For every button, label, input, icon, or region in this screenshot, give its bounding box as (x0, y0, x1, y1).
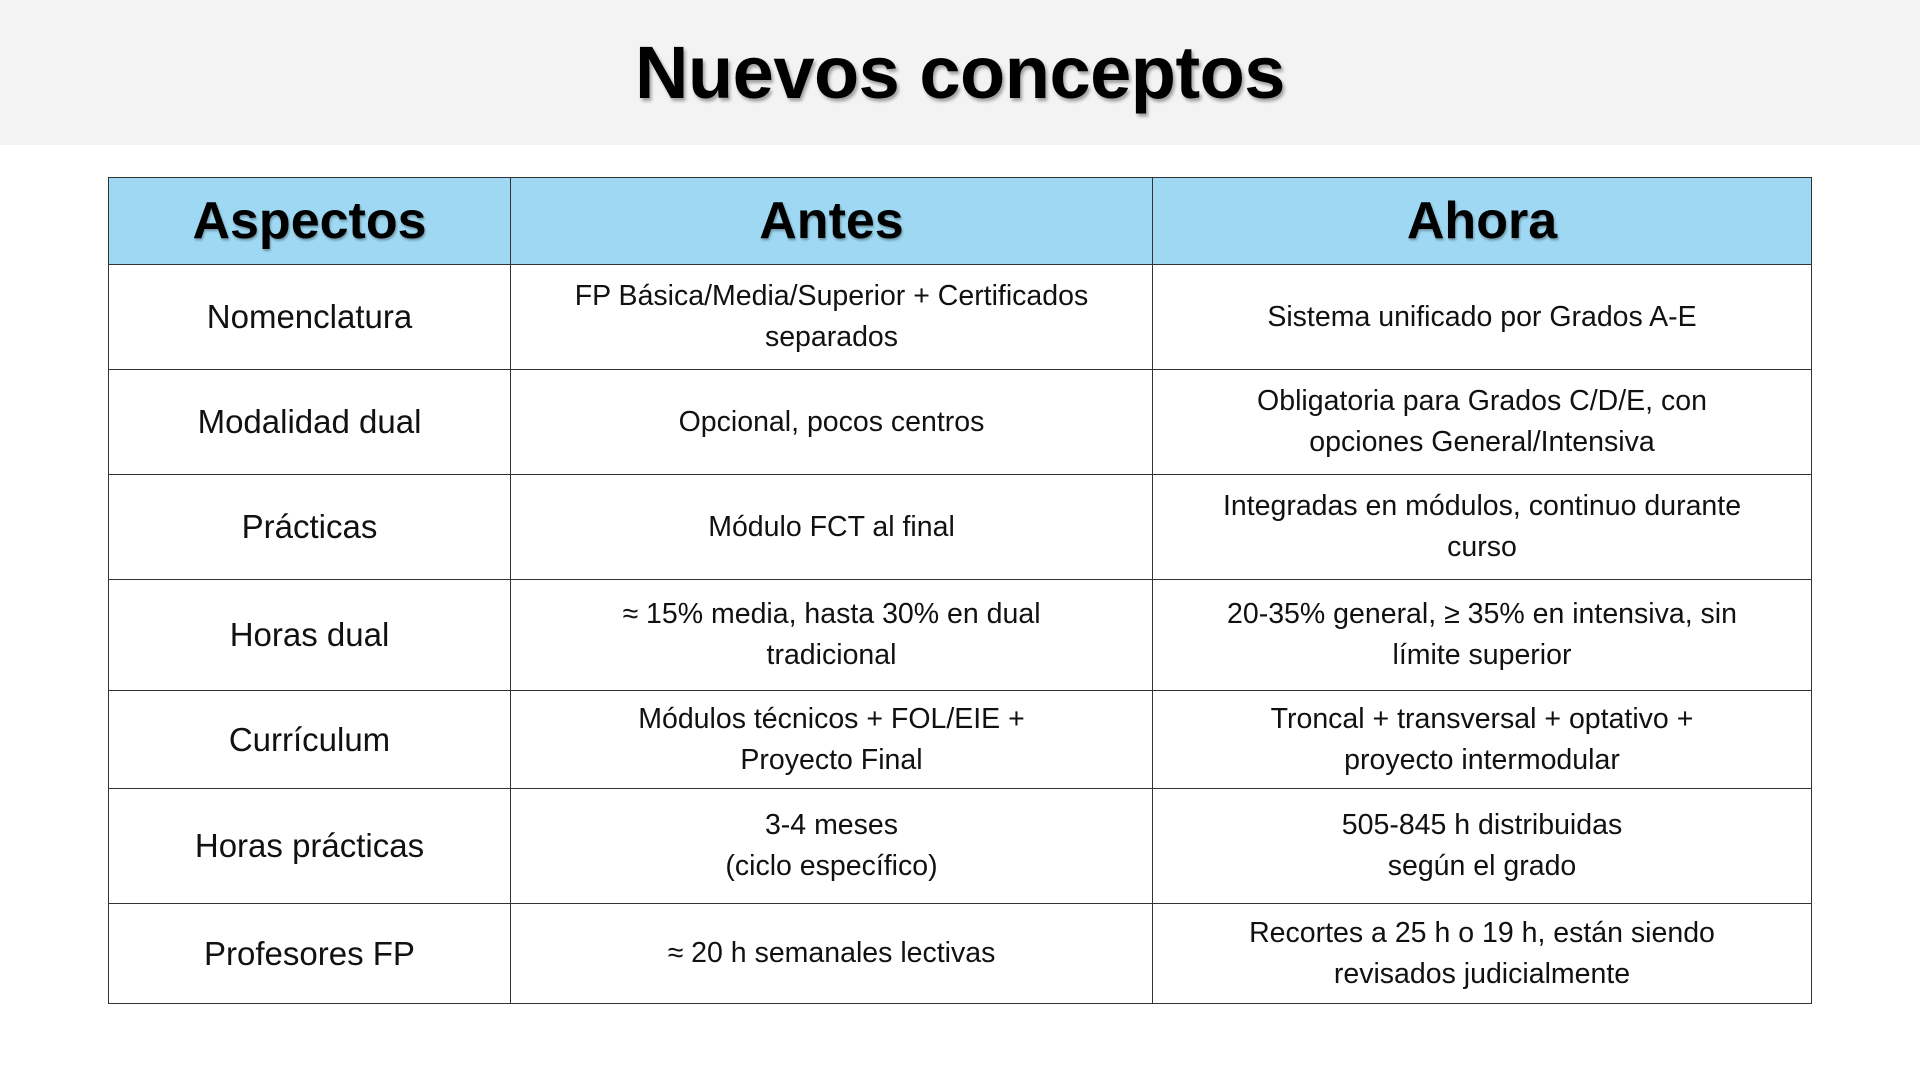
aspect-cell (109, 475, 511, 580)
comparison-table (108, 177, 1812, 1004)
table-row (109, 475, 1812, 580)
antes-cell (511, 475, 1153, 580)
antes-text: ≈ 15% media, hasta 30% en dual tradicional (622, 598, 1041, 671)
antes-cell (511, 580, 1153, 691)
ahora-text: 505-845 h distribuidas según el grado (1341, 809, 1623, 882)
table-row (109, 580, 1812, 691)
aspect-cell (109, 265, 511, 370)
aspect-cell (109, 580, 511, 691)
ahora-cell (1153, 475, 1812, 580)
aspect-label: Horas prácticas (194, 827, 425, 864)
ahora-text: 20-35% general, ≥ 35% en intensiva, sin límite superior (1227, 598, 1737, 671)
ahora-text: Obligatoria para Grados C/D/E, con opciones General/Intensiva (1257, 385, 1707, 458)
ahora-cell (1153, 580, 1812, 691)
ahora-cell (1153, 904, 1812, 1004)
antes-text: Módulo FCT al final (708, 510, 955, 543)
antes-text: Opcional, pocos centros (678, 405, 985, 438)
antes-cell (511, 904, 1153, 1004)
table-row (109, 370, 1812, 475)
antes-cell (511, 789, 1153, 904)
ahora-cell (1153, 265, 1812, 370)
aspect-cell (109, 789, 511, 904)
aspect-label: Horas dual (229, 616, 390, 653)
aspect-cell (109, 691, 511, 789)
antes-cell (511, 265, 1153, 370)
table-header-row (109, 178, 1812, 265)
ahora-text: Troncal + transversal + optativo + proyecto intermodular (1270, 702, 1694, 776)
aspect-cell (109, 370, 511, 475)
antes-text: FP Básica/Media/Superior + Certificados separados (574, 280, 1089, 353)
aspect-label: Nomenclatura (206, 298, 413, 335)
page-title: Nuevos conceptos (635, 31, 1285, 114)
ahora-text: Sistema unificado por Grados A-E (1267, 300, 1697, 333)
aspect-cell (109, 904, 511, 1004)
ahora-text: Recortes a 25 h o 19 h, están siendo revisados judicialmente (1249, 916, 1715, 990)
antes-text: Módulos técnicos + FOL/EIE + Proyecto Final (638, 702, 1025, 776)
ahora-text: Integradas en módulos, continuo durante curso (1222, 490, 1742, 563)
ahora-cell (1153, 370, 1812, 475)
table-row (109, 265, 1812, 370)
header-ahora: Ahora (1153, 178, 1812, 265)
table-row (109, 691, 1812, 789)
ahora-cell (1153, 789, 1812, 904)
antes-cell (511, 370, 1153, 475)
antes-text: 3-4 meses (ciclo específico) (725, 809, 938, 882)
aspect-label: Prácticas (241, 508, 378, 545)
antes-cell (511, 691, 1153, 789)
aspect-label: Currículum (228, 720, 391, 758)
table-row (109, 904, 1812, 1004)
aspect-label: Profesores FP (204, 934, 415, 972)
header-antes: Antes (511, 178, 1153, 265)
ahora-cell (1153, 691, 1812, 789)
aspect-label: Modalidad dual (197, 403, 422, 440)
table-row (109, 789, 1812, 904)
antes-text: ≈ 20 h semanales lectivas (667, 937, 996, 969)
header-aspectos: Aspectos (109, 178, 511, 265)
